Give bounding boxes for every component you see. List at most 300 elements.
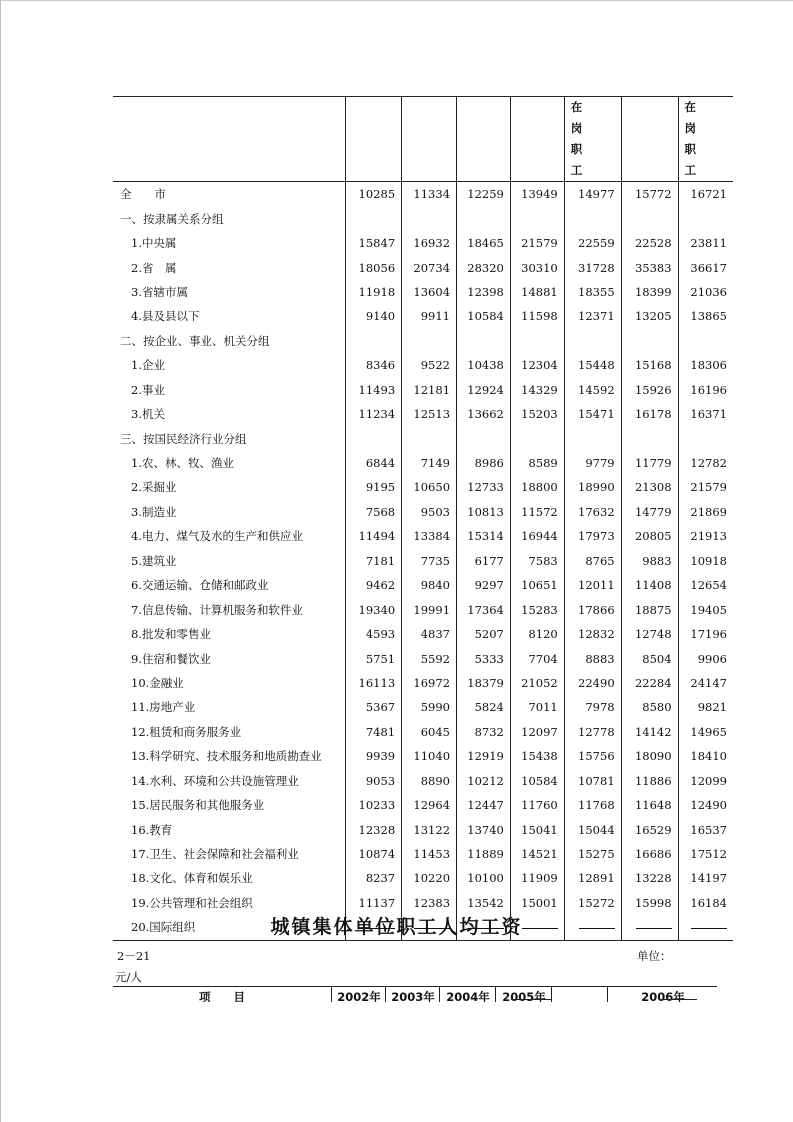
value-cell: 14881 [510, 280, 564, 304]
value-cell: 15926 [621, 378, 678, 402]
value-cell: 14592 [564, 378, 621, 402]
row-label: 2.事业 [131, 382, 165, 397]
value-cell: 23811 [678, 231, 733, 255]
value-cell: 16529 [621, 817, 678, 841]
value-cell: 13205 [621, 304, 678, 328]
value-cell: 9911 [402, 304, 457, 328]
row-label: 7.信息传输、计算机服务和软件业 [131, 602, 303, 617]
value-cell: 6844 [346, 451, 402, 475]
table-row [113, 475, 733, 499]
page-edge-left [0, 0, 1, 1122]
empty-cell [678, 206, 733, 230]
value-cell: 18306 [678, 353, 733, 377]
value-cell: 13542 [457, 891, 511, 915]
empty-cell [457, 206, 511, 230]
value-cell: 11889 [457, 842, 511, 866]
value-cell: 16944 [510, 524, 564, 548]
value-cell: 12328 [346, 817, 402, 841]
table-row [113, 182, 733, 207]
table-row [113, 695, 733, 719]
value-cell: 12964 [402, 793, 457, 817]
value-cell: 12924 [457, 378, 511, 402]
value-cell: 10650 [402, 475, 457, 499]
value-cell: 11137 [346, 891, 402, 915]
value-cell: 10212 [457, 769, 511, 793]
value-cell: 16972 [402, 671, 457, 695]
value-cell: 8589 [510, 451, 564, 475]
unit-label: 单位： [637, 949, 672, 963]
value-cell: 18355 [564, 280, 621, 304]
value-cell: 11886 [621, 769, 678, 793]
value-cell: 8504 [621, 646, 678, 670]
value-cell: 12181 [402, 378, 457, 402]
value-cell: 9821 [678, 695, 733, 719]
table-row [113, 573, 733, 597]
value-cell: 18875 [621, 597, 678, 621]
value-cell: 12490 [678, 793, 733, 817]
value-cell: 10813 [457, 500, 511, 524]
table-row [113, 280, 733, 304]
row-label: 2.采掘业 [131, 480, 177, 495]
value-cell: 11768 [564, 793, 621, 817]
row-label: 1.农、林、牧、渔业 [131, 456, 234, 471]
row-label: 3.省辖市属 [131, 284, 188, 299]
table-row [113, 842, 733, 866]
value-cell: 14965 [678, 720, 733, 744]
table-row [113, 597, 733, 621]
value-cell: 11598 [510, 304, 564, 328]
value-cell: 15314 [457, 524, 511, 548]
value-cell: 22528 [621, 231, 678, 255]
value-cell: 5751 [346, 646, 402, 670]
value-cell: 16537 [678, 817, 733, 841]
table-row [113, 817, 733, 841]
header-year-2004: 2004年 [439, 987, 496, 1002]
header-underline [511, 999, 551, 1000]
row-label: 二、按企业、事业、机关分组 [120, 333, 270, 348]
value-cell: 15847 [346, 231, 402, 255]
value-cell: 8580 [621, 695, 678, 719]
value-cell: 17632 [564, 500, 621, 524]
value-cell: 9522 [402, 353, 457, 377]
value-cell: 19405 [678, 597, 733, 621]
value-cell: 17512 [678, 842, 733, 866]
value-cell: 18090 [621, 744, 678, 768]
value-cell: 21036 [678, 280, 733, 304]
value-cell: 12782 [678, 451, 733, 475]
value-cell: 9195 [346, 475, 402, 499]
table-row [113, 378, 733, 402]
row-label: 16.教育 [131, 822, 173, 837]
value-cell: 21913 [678, 524, 733, 548]
table-row [113, 402, 733, 426]
header-gap [551, 987, 608, 1002]
value-cell: 28320 [457, 255, 511, 279]
row-label: 一、按隶属关系分组 [120, 211, 224, 226]
value-cell: 13865 [678, 304, 733, 328]
value-cell: 35383 [621, 255, 678, 279]
value-cell: 5990 [402, 695, 457, 719]
empty-cell [402, 329, 457, 353]
value-cell: 22284 [621, 671, 678, 695]
empty-cell [678, 329, 733, 353]
value-cell: 16932 [402, 231, 457, 255]
value-cell: 7568 [346, 500, 402, 524]
header-column-6 [621, 97, 678, 182]
empty-cell [510, 206, 564, 230]
value-cell: 7181 [346, 549, 402, 573]
table-row [113, 524, 733, 548]
value-cell: 14142 [621, 720, 678, 744]
empty-cell [346, 206, 402, 230]
header-column-4 [510, 97, 564, 182]
header-item-column [113, 97, 346, 182]
value-cell: 16721 [678, 182, 733, 207]
table-row [113, 231, 733, 255]
value-cell: 11334 [402, 182, 457, 207]
value-cell: 12654 [678, 573, 733, 597]
value-cell: 12304 [510, 353, 564, 377]
value-cell: 15275 [564, 842, 621, 866]
value-cell: 15448 [564, 353, 621, 377]
value-cell: 4593 [346, 622, 402, 646]
header-year-2003: 2003年 [385, 987, 440, 1002]
header-year-2005: 2005年 [495, 987, 552, 1002]
value-cell: 7978 [564, 695, 621, 719]
value-cell: 15001 [510, 891, 564, 915]
value-cell: 9883 [621, 549, 678, 573]
value-cell: 7735 [402, 549, 457, 573]
value-cell: 12099 [678, 769, 733, 793]
value-cell: 11760 [510, 793, 564, 817]
empty-cell [402, 206, 457, 230]
table-number: 2－21 [117, 949, 151, 963]
value-cell: 9053 [346, 769, 402, 793]
value-cell: 6177 [457, 549, 511, 573]
value-cell: 7481 [346, 720, 402, 744]
value-cell: 21052 [510, 671, 564, 695]
empty-cell [457, 329, 511, 353]
unit-value: 元/人 [115, 970, 142, 984]
value-cell: 9140 [346, 304, 402, 328]
header-year-2006: 2006年 [607, 987, 717, 1002]
value-cell: 36617 [678, 255, 733, 279]
header-item-label: 项 目 [199, 990, 245, 1002]
header-column-2 [402, 97, 457, 182]
table-row [113, 793, 733, 817]
table-row [113, 646, 733, 670]
value-cell: 5207 [457, 622, 511, 646]
value-cell: 11572 [510, 500, 564, 524]
value-cell: 4837 [402, 622, 457, 646]
table-row [113, 255, 733, 279]
value-cell: 21869 [678, 500, 733, 524]
row-label: 15.居民服务和其他服务业 [131, 798, 265, 813]
value-cell: 12891 [564, 866, 621, 890]
value-cell: 14329 [510, 378, 564, 402]
row-label: 10.金融业 [131, 675, 184, 690]
empty-cell [564, 206, 621, 230]
table-row [113, 500, 733, 524]
value-cell: 10874 [346, 842, 402, 866]
value-cell: 8346 [346, 353, 402, 377]
empty-cell [678, 426, 733, 450]
value-cell: 12259 [457, 182, 511, 207]
empty-cell [510, 426, 564, 450]
table-row [113, 451, 733, 475]
empty-cell [621, 426, 678, 450]
value-cell: 8890 [402, 769, 457, 793]
value-cell: 10584 [510, 769, 564, 793]
table-row [113, 206, 733, 230]
page-edge-top [0, 0, 793, 1]
row-label: 20.国际组织 [113, 915, 346, 940]
value-cell: 22559 [564, 231, 621, 255]
value-cell: 8120 [510, 622, 564, 646]
row-label: 19.公共管理和社会组织 [131, 895, 253, 910]
header-label: 在岗职工 [684, 100, 709, 177]
row-label: 8.批发和零售业 [131, 627, 211, 642]
value-cell: 16686 [621, 842, 678, 866]
value-cell: 10781 [564, 769, 621, 793]
value-cell: 5592 [402, 646, 457, 670]
header-year-2002: 2002年 [331, 987, 386, 1002]
value-cell: 12011 [564, 573, 621, 597]
value-cell: 18399 [621, 280, 678, 304]
empty-cell [346, 329, 402, 353]
row-label: 2.省 属 [131, 260, 177, 275]
value-cell: 16371 [678, 402, 733, 426]
table-row [113, 866, 733, 890]
value-cell: 15041 [510, 817, 564, 841]
value-cell: 13384 [402, 524, 457, 548]
value-cell: 12778 [564, 720, 621, 744]
value-cell: 12733 [457, 475, 511, 499]
value-cell: 12513 [402, 402, 457, 426]
value-cell: 9840 [402, 573, 457, 597]
value-cell: 10100 [457, 866, 511, 890]
average-wage-table [113, 96, 733, 941]
row-label: 18.文化、体育和娱乐业 [131, 871, 253, 886]
table-row [113, 304, 733, 328]
value-cell: 5367 [346, 695, 402, 719]
value-cell: 7704 [510, 646, 564, 670]
value-cell: 14779 [621, 500, 678, 524]
value-cell: 15471 [564, 402, 621, 426]
value-cell: 18056 [346, 255, 402, 279]
value-cell: 10220 [402, 866, 457, 890]
value-cell: 21579 [678, 475, 733, 499]
section2-table-header [113, 986, 717, 1002]
value-cell: 30310 [510, 255, 564, 279]
empty-cell [564, 426, 621, 450]
value-cell: 19991 [402, 597, 457, 621]
value-cell: 13228 [621, 866, 678, 890]
value-cell: 24147 [678, 671, 733, 695]
value-cell: 16178 [621, 402, 678, 426]
value-cell: 12919 [457, 744, 511, 768]
value-cell: 9779 [564, 451, 621, 475]
value-cell: 15756 [564, 744, 621, 768]
row-label: 4.电力、煤气及水的生产和供应业 [131, 529, 303, 544]
value-cell: 11648 [621, 793, 678, 817]
value-cell: 9462 [346, 573, 402, 597]
value-cell: 14521 [510, 842, 564, 866]
row-label: 3.机关 [131, 407, 165, 422]
table-row [113, 671, 733, 695]
value-cell: 18465 [457, 231, 511, 255]
table-row [113, 622, 733, 646]
value-cell: 12371 [564, 304, 621, 328]
value-cell: 15283 [510, 597, 564, 621]
value-cell: 10651 [510, 573, 564, 597]
table-row [113, 549, 733, 573]
value-cell: 11040 [402, 744, 457, 768]
value-cell: 8986 [457, 451, 511, 475]
value-cell: 6045 [402, 720, 457, 744]
table-row [113, 720, 733, 744]
row-label: 17.卫生、社会保障和社会福利业 [131, 847, 299, 862]
value-cell: 15438 [510, 744, 564, 768]
header-underline [661, 999, 697, 1000]
header-column-7 [678, 97, 733, 182]
value-cell: 19340 [346, 597, 402, 621]
section-title: 城镇集体单位职工人均工资 [270, 916, 523, 938]
value-cell: 21579 [510, 231, 564, 255]
value-cell: 8883 [564, 646, 621, 670]
value-cell: 9503 [402, 500, 457, 524]
value-cell: 14977 [564, 182, 621, 207]
value-cell: 20805 [621, 524, 678, 548]
value-cell: 17973 [564, 524, 621, 548]
row-label: 三、按国民经济行业分组 [120, 431, 247, 446]
value-cell: 9297 [457, 573, 511, 597]
value-cell: 8732 [457, 720, 511, 744]
value-cell: 22490 [564, 671, 621, 695]
empty-cell [564, 329, 621, 353]
row-label: 12.租赁和商务服务业 [131, 724, 242, 739]
empty-cell [621, 206, 678, 230]
table-row [113, 769, 733, 793]
value-cell: 12398 [457, 280, 511, 304]
value-cell: 9906 [678, 646, 733, 670]
value-cell: 11779 [621, 451, 678, 475]
header-column-3 [457, 97, 511, 182]
row-label: 6.交通运输、仓储和邮政业 [131, 578, 269, 593]
value-cell: 15272 [564, 891, 621, 915]
value-cell: 13662 [457, 402, 511, 426]
table-row [113, 329, 733, 353]
row-label: 14.水利、环境和公共设施管理业 [131, 773, 299, 788]
value-cell: 13604 [402, 280, 457, 304]
value-cell: 17364 [457, 597, 511, 621]
empty-cell [457, 426, 511, 450]
header-column-1 [346, 97, 402, 182]
value-cell: 12097 [510, 720, 564, 744]
row-label: 3.制造业 [131, 504, 177, 519]
table-row [113, 426, 733, 450]
value-cell: 13122 [402, 817, 457, 841]
value-cell: 17866 [564, 597, 621, 621]
row-label: 13.科学研究、技术服务和地质勘查业 [131, 749, 322, 764]
value-cell: 18800 [510, 475, 564, 499]
value-cell: 11453 [402, 842, 457, 866]
value-cell: 15998 [621, 891, 678, 915]
value-cell: 11408 [621, 573, 678, 597]
row-label: 11.房地产业 [131, 700, 196, 715]
row-label: 1.中央属 [131, 236, 177, 251]
value-cell: 5333 [457, 646, 511, 670]
row-label: 5.建筑业 [131, 553, 177, 568]
row-label: 4.县及县以下 [131, 309, 200, 324]
value-cell: 8237 [346, 866, 402, 890]
row-label: 9.住宿和餐饮业 [131, 651, 211, 666]
value-cell: 14197 [678, 866, 733, 890]
value-cell: 11234 [346, 402, 402, 426]
empty-cell [621, 329, 678, 353]
value-cell: 11493 [346, 378, 402, 402]
value-cell: 21308 [621, 475, 678, 499]
value-cell: 11494 [346, 524, 402, 548]
value-cell: 8765 [564, 549, 621, 573]
value-cell: 10584 [457, 304, 511, 328]
value-cell: 20734 [402, 255, 457, 279]
value-cell: 15772 [621, 182, 678, 207]
empty-cell [346, 426, 402, 450]
empty-cell [402, 426, 457, 450]
value-cell: 10233 [346, 793, 402, 817]
value-cell: 10438 [457, 353, 511, 377]
value-cell: 13949 [510, 182, 564, 207]
value-cell: 16196 [678, 378, 733, 402]
value-cell: 11909 [510, 866, 564, 890]
value-cell: 10918 [678, 549, 733, 573]
table-row [113, 353, 733, 377]
value-cell: 10285 [346, 182, 402, 207]
header-column-5 [564, 97, 621, 182]
value-cell: 17196 [678, 622, 733, 646]
wage-table-container [113, 96, 733, 941]
value-cell: 13740 [457, 817, 511, 841]
value-cell: 11918 [346, 280, 402, 304]
value-cell: 18379 [457, 671, 511, 695]
row-label: 1.企业 [131, 358, 165, 373]
value-cell: 7011 [510, 695, 564, 719]
value-cell: 7149 [402, 451, 457, 475]
value-cell: 18410 [678, 744, 733, 768]
value-cell: 5824 [457, 695, 511, 719]
table-row [113, 744, 733, 768]
value-cell: 31728 [564, 255, 621, 279]
empty-cell [510, 329, 564, 353]
value-cell: 9939 [346, 744, 402, 768]
value-cell: 15044 [564, 817, 621, 841]
value-cell: 16113 [346, 671, 402, 695]
value-cell: 12383 [402, 891, 457, 915]
value-cell: 15203 [510, 402, 564, 426]
row-label: 全 市 [120, 187, 166, 202]
value-cell: 12748 [621, 622, 678, 646]
table-body [113, 182, 733, 941]
value-cell: 12832 [564, 622, 621, 646]
value-cell: 7583 [510, 549, 564, 573]
header-label: 在岗职工 [570, 100, 595, 177]
value-cell: 12447 [457, 793, 511, 817]
table-header-row [113, 97, 733, 182]
value-cell: 18990 [564, 475, 621, 499]
value-cell: 16184 [678, 891, 733, 915]
value-cell: 15168 [621, 353, 678, 377]
